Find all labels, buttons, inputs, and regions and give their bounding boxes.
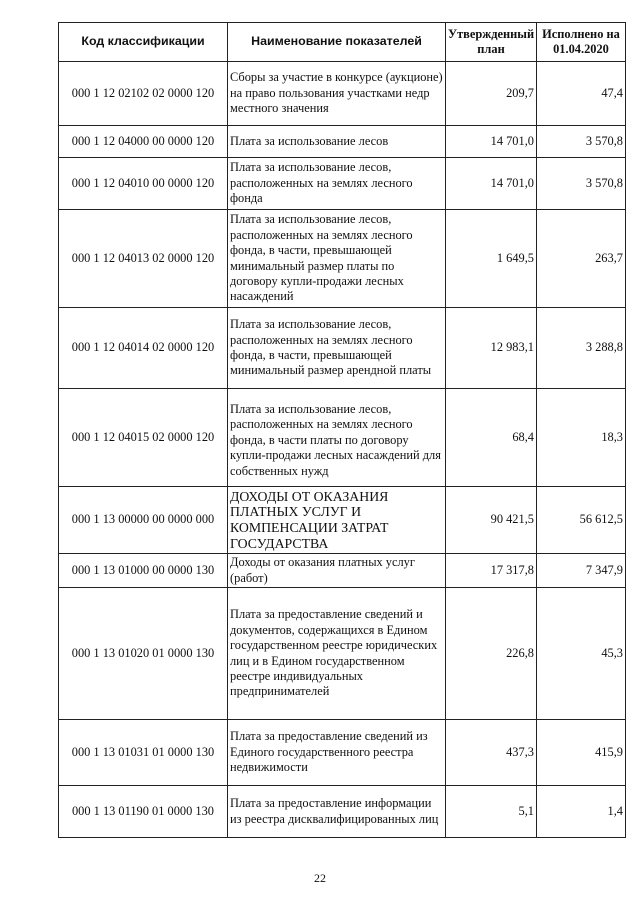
row-plan: 17 317,8 (446, 554, 537, 588)
row-plan: 226,8 (446, 588, 537, 720)
table-row (59, 158, 626, 210)
row-plan: 5,1 (446, 786, 537, 838)
row-name: Плата за использование лесов, расположенных на землях лесного фонда, в части платы по договору купли-продажи лесных насаждений для собственных нужд (228, 389, 446, 487)
table-row (59, 554, 626, 588)
row-name: Плата за использование лесов, расположенных на землях лесного фонда, в части, превышающей минимальный размер арендной платы (228, 308, 446, 389)
row-done: 3 288,8 (537, 308, 626, 389)
row-name: Плата за использование лесов, расположенных на землях лесного фонда (228, 158, 446, 210)
row-name: Плата за предоставление информации из реестра дисквалифицированных лиц (228, 786, 446, 838)
row-code: 000 1 13 01020 01 0000 130 (59, 588, 228, 720)
row-code: 000 1 13 01000 00 0000 130 (59, 554, 228, 588)
header-plan: Утвержденный план (446, 23, 537, 62)
table-row (59, 62, 626, 126)
row-name: Сборы за участие в конкурсе (аукционе) на право пользования участками недр местного значения (228, 62, 446, 126)
header-code: Код классификации (59, 23, 228, 62)
row-done: 56 612,5 (537, 487, 626, 554)
row-code: 000 1 12 04000 00 0000 120 (59, 126, 228, 158)
table-row (59, 308, 626, 389)
row-plan: 209,7 (446, 62, 537, 126)
table-row (59, 720, 626, 786)
table-row (59, 389, 626, 487)
row-code: 000 1 12 04014 02 0000 120 (59, 308, 228, 389)
row-plan: 14 701,0 (446, 158, 537, 210)
header-row (59, 23, 626, 62)
row-done: 18,3 (537, 389, 626, 487)
budget-table (58, 22, 626, 838)
row-done: 47,4 (537, 62, 626, 126)
header-done: Исполнено на 01.04.2020 (537, 23, 626, 62)
row-name: Плата за использование лесов (228, 126, 446, 158)
page-number: 22 (314, 871, 326, 885)
row-name: Плата за предоставление сведений и документов, содержащихся в Едином государственном реестре юридических лиц и в Едином государственном реестре индивидуальных предпринимателей (228, 588, 446, 720)
row-code: 000 1 12 04013 02 0000 120 (59, 210, 228, 308)
row-plan: 437,3 (446, 720, 537, 786)
row-code: 000 1 13 01190 01 0000 130 (59, 786, 228, 838)
table-row (59, 487, 626, 554)
row-plan: 12 983,1 (446, 308, 537, 389)
row-plan: 68,4 (446, 389, 537, 487)
row-done: 263,7 (537, 210, 626, 308)
row-name: ДОХОДЫ ОТ ОКАЗАНИЯ ПЛАТНЫХ УСЛУГ И КОМПЕНСАЦИИ ЗАТРАТ ГОСУДАРСТВА (228, 487, 446, 554)
row-code: 000 1 13 00000 00 0000 000 (59, 487, 228, 554)
row-plan: 14 701,0 (446, 126, 537, 158)
row-code: 000 1 12 02102 02 0000 120 (59, 62, 228, 126)
table-row (59, 126, 626, 158)
row-plan: 90 421,5 (446, 487, 537, 554)
row-code: 000 1 13 01031 01 0000 130 (59, 720, 228, 786)
row-done: 3 570,8 (537, 126, 626, 158)
row-done: 415,9 (537, 720, 626, 786)
table-row (59, 786, 626, 838)
row-done: 3 570,8 (537, 158, 626, 210)
row-code: 000 1 12 04015 02 0000 120 (59, 389, 228, 487)
row-plan: 1 649,5 (446, 210, 537, 308)
table-row (59, 588, 626, 720)
row-done: 1,4 (537, 786, 626, 838)
header-name: Наименование показателей (228, 23, 446, 62)
row-done: 7 347,9 (537, 554, 626, 588)
row-done: 45,3 (537, 588, 626, 720)
row-name: Доходы от оказания платных услуг (работ) (228, 554, 446, 588)
row-name: Плата за использование лесов, расположенных на землях лесного фонда, в части, превышающей минимальный размер платы по договору купли-продажи лесных насаждений (228, 210, 446, 308)
row-name: Плата за предоставление сведений из Единого государственного реестра недвижимости (228, 720, 446, 786)
table-row (59, 210, 626, 308)
row-code: 000 1 12 04010 00 0000 120 (59, 158, 228, 210)
